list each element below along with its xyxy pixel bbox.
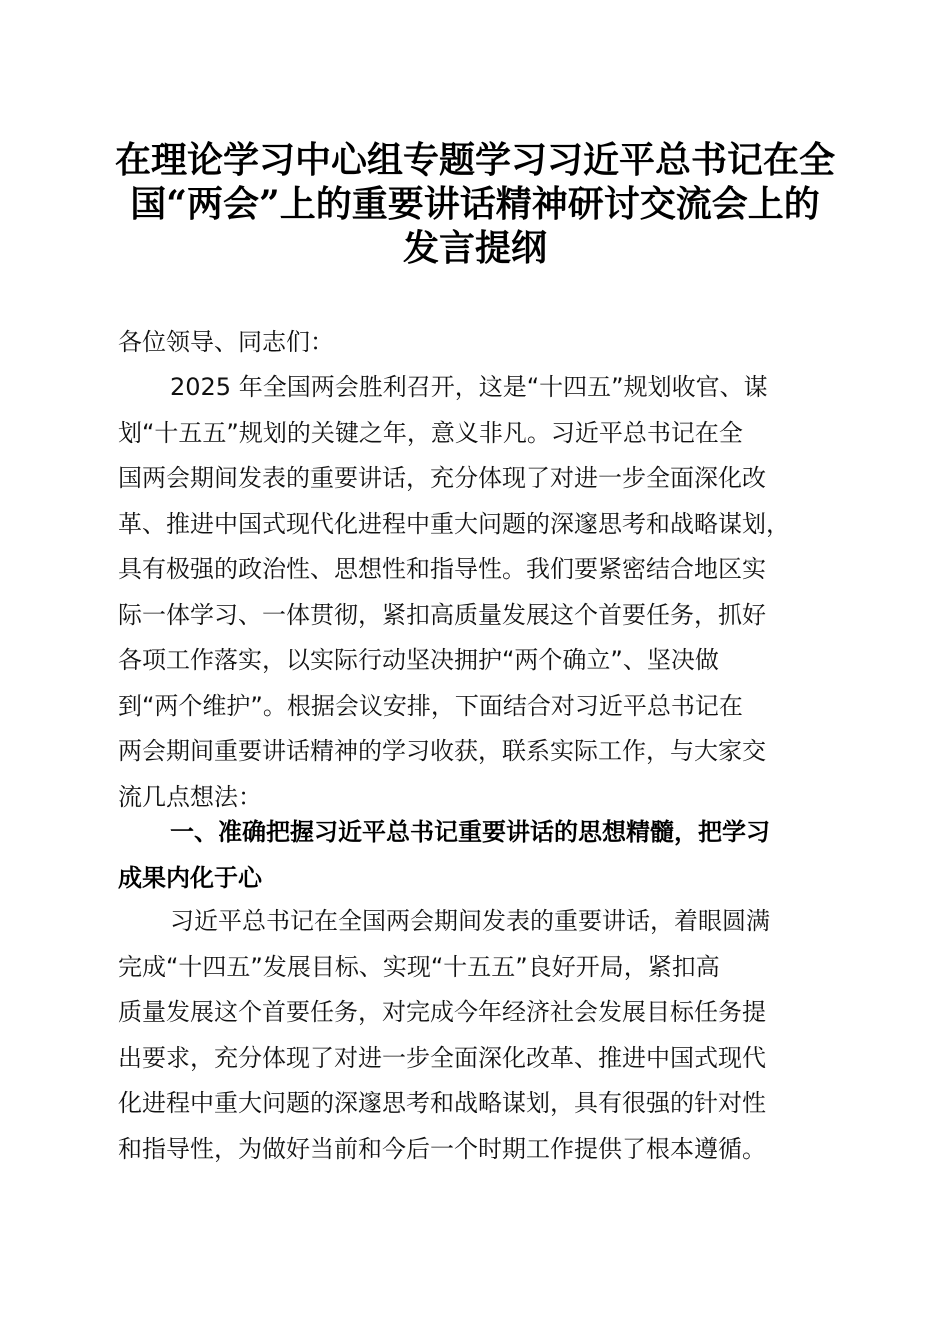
paragraph-line: 各项工作落实，以实际行动坚决拥护“两个确立”、坚决做 bbox=[118, 646, 719, 674]
paragraph-intro bbox=[118, 365, 833, 820]
paragraph-line: 完成“十四五”发展目标、实现“十五五”良好开局，紧扣高 bbox=[118, 952, 720, 981]
heading-line: 成果内化于心 bbox=[118, 863, 262, 892]
paragraph-line: 和指导性，为做好当前和今后一个时期工作提供了根本遵循。 bbox=[118, 1134, 766, 1163]
paragraph-section-1 bbox=[118, 899, 833, 1172]
document-title bbox=[100, 138, 850, 270]
paragraph-line: 化进程中重大问题的深邃思考和战略谋划，具有很强的针对性 bbox=[118, 1089, 766, 1117]
paragraph-line: 国两会期间发表的重要讲话，充分体现了对进一步全面深化改 bbox=[118, 464, 766, 492]
heading-line: 一、准确把握习近平总书记重要讲话的思想精髓，把学习 bbox=[170, 818, 770, 846]
title-line-3: 发言提纲 bbox=[402, 227, 547, 269]
paragraph-line: 习近平总书记在全国两会期间发表的重要讲话，着眼圆满 bbox=[170, 907, 770, 935]
paragraph-line: 流几点想法： bbox=[118, 782, 262, 811]
title-line-1: 在理论学习中心组专题学习习近平总书记在全 bbox=[114, 139, 835, 181]
paragraph-line: 具有极强的政治性、思想性和指导性。我们要紧密结合地区实 bbox=[118, 555, 766, 583]
paragraph-line: 2025 年全国两会胜利召开，这是“十四五”规划收官、谋 bbox=[170, 373, 768, 401]
paragraph-line: 质量发展这个首要任务，对完成今年经济社会发展目标任务提 bbox=[118, 998, 766, 1026]
paragraph-line: 际一体学习、一体贯彻，紧扣高质量发展这个首要任务，抓好 bbox=[118, 600, 766, 629]
paragraph-line: 划“十五五”规划的关键之年，意义非凡。习近平总书记在全 bbox=[118, 418, 743, 447]
paragraph-line: 到“两个维护”。根据会议安排，下面结合对习近平总书记在 bbox=[118, 691, 743, 720]
paragraph-line: 革、推进中国式现代化进程中重大问题的深邃思考和战略谋划， bbox=[118, 509, 790, 538]
title-line-2: 国“两会”上的重要讲话精神研讨交流会上的 bbox=[130, 183, 820, 225]
paragraph-line: 两会期间重要讲话精神的学习收获，联系实际工作，与大家交 bbox=[118, 737, 766, 765]
paragraph-line: 出要求，充分体现了对进一步全面深化改革、推进中国式现代 bbox=[118, 1043, 766, 1072]
greeting: 各位领导、同志们： bbox=[118, 328, 334, 356]
section-heading-1 bbox=[118, 810, 833, 901]
